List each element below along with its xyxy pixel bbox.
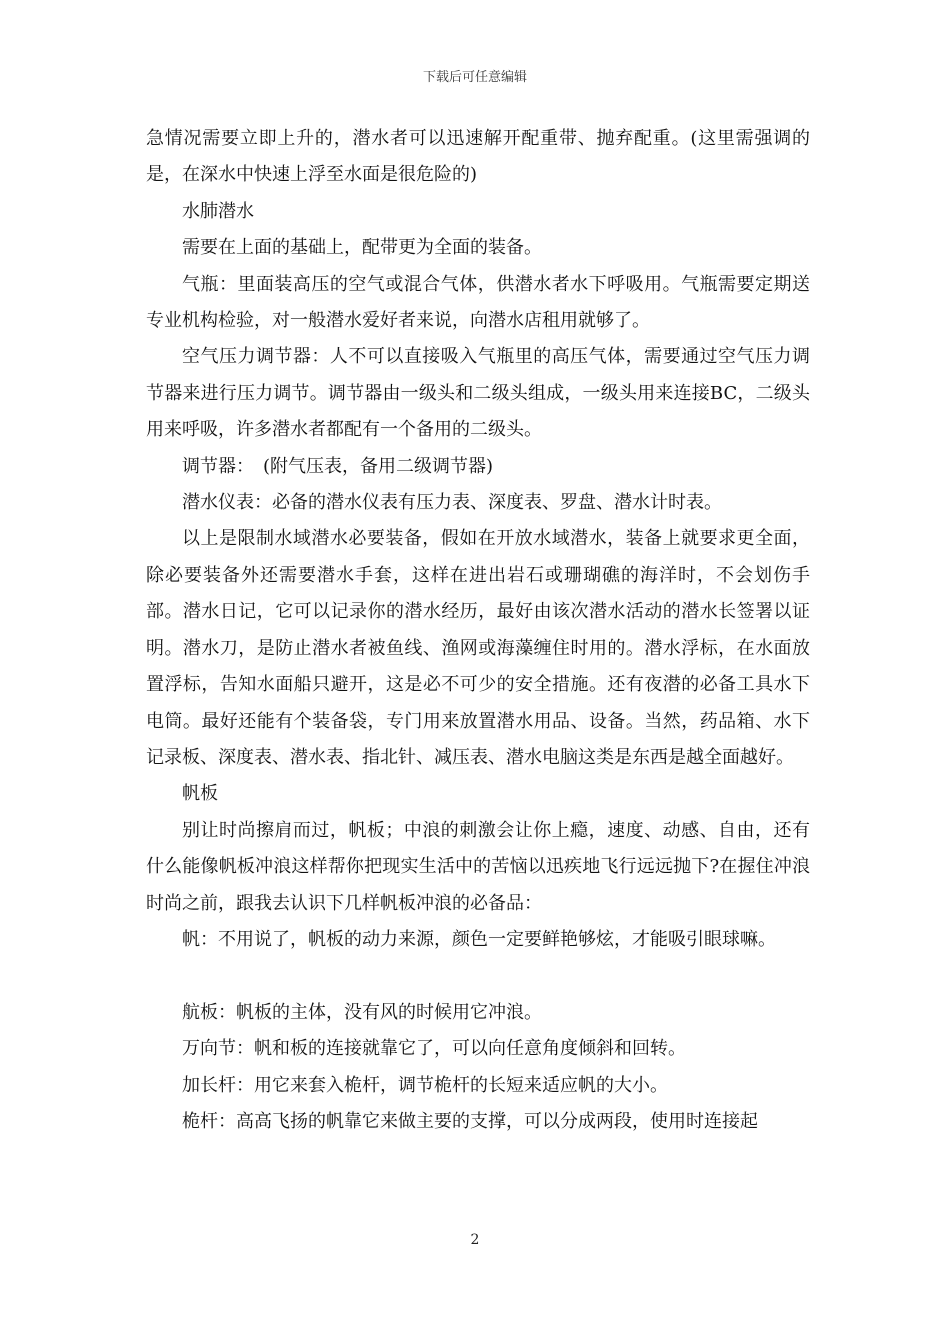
paragraph-open-water-gear: 以上是限制水域潜水必要装备，假如在开放水域潜水，装备上就要求更全面，除必要装备外还需要潜水手套，这样在进出岩石或珊瑚礁的海洋时，不会划伤手部。潜水日记，它可以记录你的潜水经历，最好由该次潜水活动的潜水长签署以证明。潜水刀，是防止潜水者被鱼线、渔网或海藻缠住时用的。潜水浮标，在水面放置浮标，告知水面船只避开，这是必不可少的安全措施。还有夜潜的必备工具水下电筒。最好还能有个装备袋，专门用来放置潜水用品、设备。当然，药品箱、水下记录板、深度表、潜水表、指北针、减压表、潜水电脑这类是东西是越全面越好。: [146, 528, 810, 768]
paragraph-scuba-intro: 需要在上面的基础上，配带更为全面的装备。: [182, 237, 542, 259]
paragraph-windsurfing-intro: 别让时尚擦肩而过，帆板；中浪的刺激会让你上瘾，速度、动感、自由，还有什么能像帆板冲浪这样帮你把现实生活中的苦恼以迅疾地飞行远远抛下?在握住冲浪时尚之前，跟我去认识下几样帆板冲浪的必备品：: [146, 819, 810, 914]
paragraph-instruments: 潜水仪表：必备的潜水仪表有压力表、深度表、罗盘、潜水计时表。: [182, 492, 722, 514]
paragraph-emergency-ascent: 急情况需要立即上升的，潜水者可以迅速解开配重带、抛弃配重。(这里需强调的是，在深水中快速上浮至水面是很危险的): [146, 128, 810, 186]
paragraph-tank: 气瓶：里面装高压的空气或混合气体，供潜水者水下呼吸用。气瓶需要定期送专业机构检验，对一般潜水爱好者来说，向潜水店租用就够了。: [146, 273, 810, 332]
paragraph-sail: 帆：不用说了，帆板的动力来源，颜色一定要鲜艳够炫，才能吸引眼球嘛。: [182, 928, 776, 950]
heading-windsurfing: 帆板: [182, 783, 218, 805]
blank-line: [146, 958, 810, 994]
paragraph-universal-joint: 万向节：帆和板的连接就靠它了，可以向任意角度倾斜和回转。: [182, 1038, 686, 1060]
heading-scuba-diving: 水肺潜水: [182, 200, 254, 222]
paragraph-regulator-note: 调节器： (附气压表，备用二级调节器): [182, 455, 494, 477]
paragraph-extension: 加长杆：用它来套入桅杆，调节桅杆的长短来适应帆的大小。: [182, 1074, 668, 1096]
paragraph-board: 航板：帆板的主体，没有风的时候用它冲浪。: [182, 1001, 542, 1023]
document-body: [146, 121, 810, 1140]
paragraph-mast: 桅杆：高高飞扬的帆靠它来做主要的支撑，可以分成两段，使用时连接起: [182, 1110, 758, 1132]
paragraph-regulator: 空气压力调节器：人不可以直接吸入气瓶里的高压气体，需要通过空气压力调节器来进行压力调节。调节器由一级头和二级头组成，一级头用来连接BC，二级头用来呼吸，许多潜水者都配有一个备用的二级头。: [146, 346, 810, 441]
page-header: 下载后可任意编辑: [422, 70, 527, 85]
page-number: 2: [470, 1232, 480, 1248]
